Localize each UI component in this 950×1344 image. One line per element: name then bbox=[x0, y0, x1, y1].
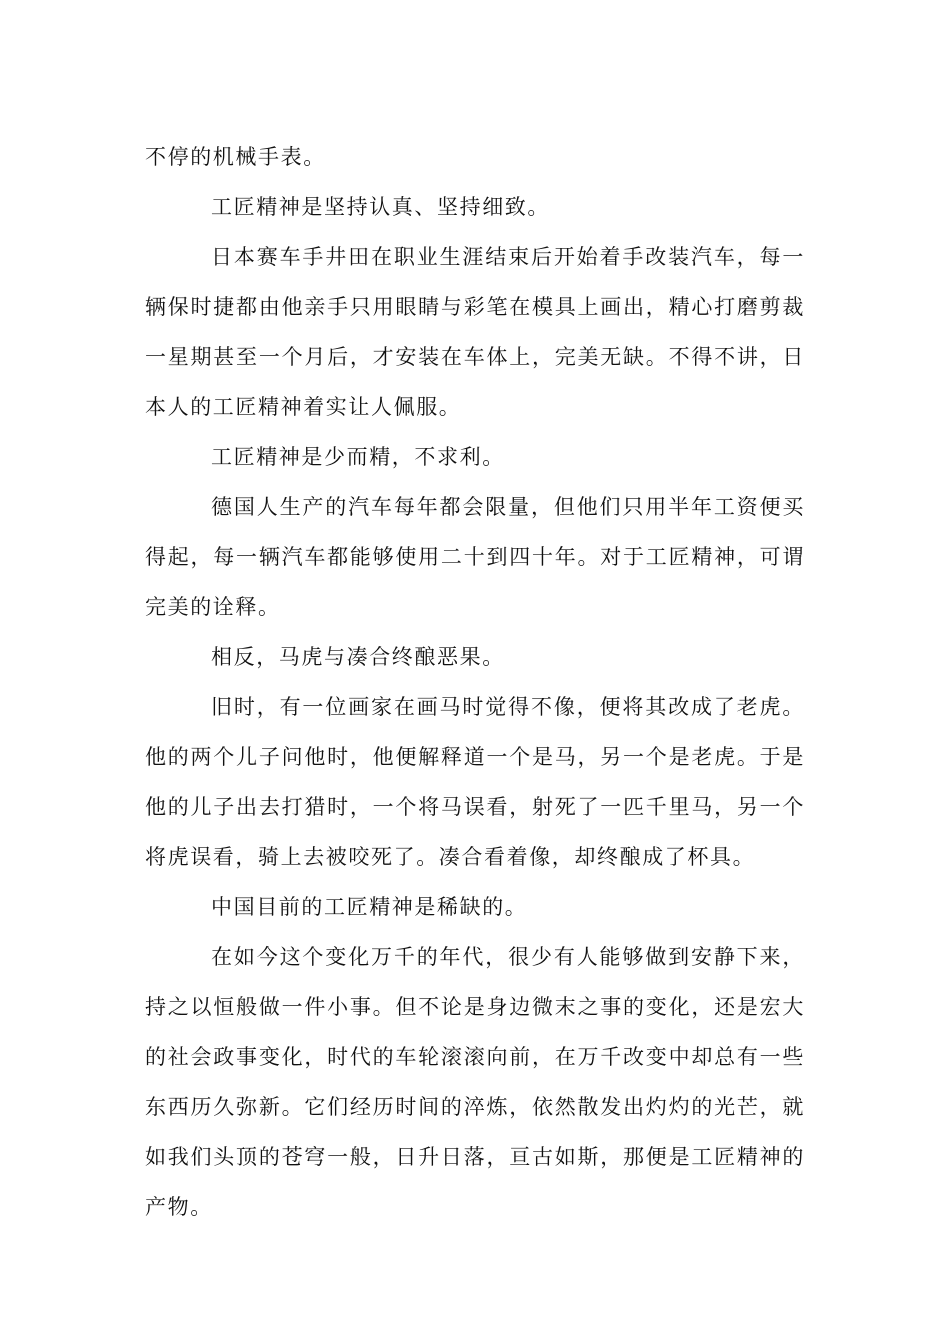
paragraph-7: 旧时，有一位画家在画马时觉得不像，便将其改成了老虎。他的两个儿子问他时，他便解释道一个是马，另一个是老虎。于是他的儿子出去打猎时，一个将马误看，射死了一匹千里马，另一个将虎误看，骑上去被咬死了。凑合看着像，却终酿成了杯具。 bbox=[145, 695, 805, 869]
paragraph-1: 不停的机械手表。 bbox=[145, 145, 326, 169]
paragraph-5: 德国人生产的汽车每年都会限量，但他们只用半年工资便买得起，每一辆汽车都能够使用二十到四十年。对于工匠精神，可谓完美的诠释。 bbox=[145, 495, 805, 619]
paragraph-9: 在如今这个变化万千的年代，很少有人能够做到安静下来，持之以恒般做一件小事。但不论是身边微末之事的变化，还是宏大的社会政事变化，时代的车轮滚滚向前，在万千改变中却总有一些东西历久弥新。它们经历时间的淬炼，依然散发出灼灼的光芒，就如我们头顶的苍穹一般，日升日落，亘古如斯，那便是工匠精神的产物。 bbox=[145, 945, 805, 1219]
paragraph-2: 工匠精神是坚持认真、坚持细致。 bbox=[211, 195, 550, 219]
paragraph-6: 相反，马虎与凑合终酿恶果。 bbox=[211, 645, 505, 669]
document-body bbox=[145, 132, 805, 1232]
paragraph-4: 工匠精神是少而精，不求利。 bbox=[211, 445, 505, 469]
paragraph-8: 中国目前的工匠精神是稀缺的。 bbox=[211, 895, 528, 919]
paragraph-3: 日本赛车手井田在职业生涯结束后开始着手改装汽车，每一辆保时捷都由他亲手只用眼睛与彩笔在模具上画出，精心打磨剪裁一星期甚至一个月后，才安装在车体上，完美无缺。不得不讲，日本人的工匠精神着实让人佩服。 bbox=[145, 245, 805, 419]
